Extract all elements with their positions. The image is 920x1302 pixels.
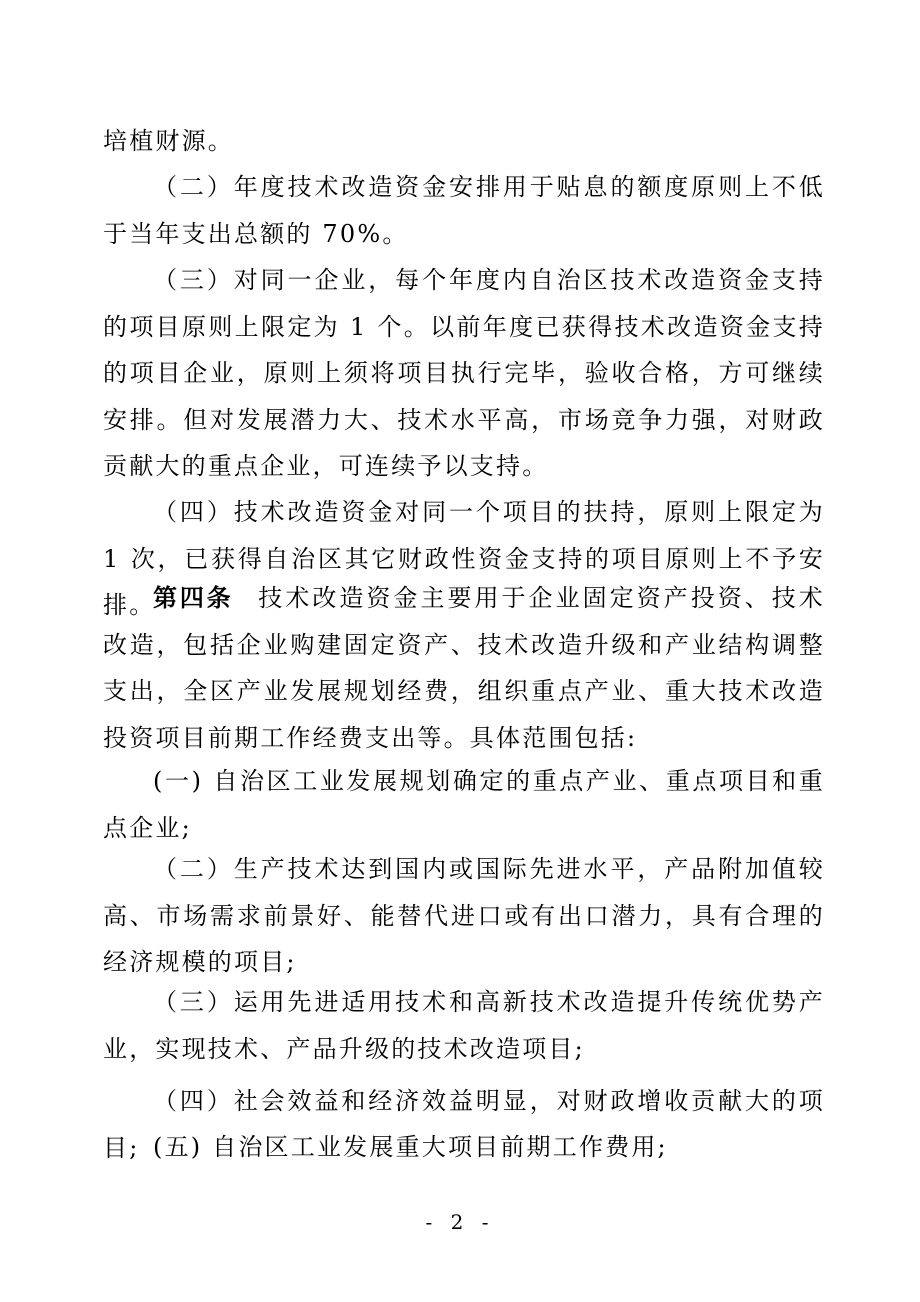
scope-item-3: （三）运用先进适用技术和高新技术改造提升传统优势产业，实现技术、产品升级的技术改造项目; (103, 988, 825, 1063)
scope-item-2: （二）生产技术达到国内或国际先进水平，产品附加值较高、市场需求前景好、能替代进口或有出口潜力，具有合理的经济规模的项目; (103, 855, 825, 976)
scope-item-4: （四）社会效益和经济效益明显，对财政增收贡献大的项目; (103, 1087, 825, 1162)
page-number: - 2 - (425, 1210, 495, 1234)
scope-item-1: (一) 自治区工业发展规划确定的重点产业、重点项目和重点企业; (103, 767, 825, 842)
article-4 (103, 575, 825, 761)
paragraph-item-2: （二）年度技术改造资金安排用于贴息的额度原则上不低于当年支出总额的 70%。 (103, 173, 825, 248)
paragraph-item-3: （三）对同一企业，每个年度内自治区技术改造资金支持的项目原则上限定为 1 个。以前年度已获得技术改造资金支持的项目企业，原则上须将项目执行完毕，验收合格，方可继续安排。但对发展潜力大、技术水平高，市场竞争力强，对财政贡献大的重点企业，可连续予以支持。 (103, 266, 825, 480)
scope-item-5: (五) 自治区工业发展重大项目前期工作费用; (153, 1133, 668, 1161)
paragraph-continuation: 培植财源。 (103, 127, 234, 155)
paragraph-item-4: （四）技术改造资金对同一个项目的扶持，原则上限定为 1 次，已获得自治区其它财政性资金支持的项目原则上不予安排。 (103, 498, 825, 619)
article-4-body: 技术改造资金主要用于企业固定资产投资、技术改造，包括企业购建固定资产、技术改造升级和产业结构调整支出，全区产业发展规划经费，组织重点产业、重大技术改造投资项目前期工作经费支出等。具体范围包括: (103, 584, 826, 752)
article-4-heading: 第四条 (153, 583, 234, 612)
